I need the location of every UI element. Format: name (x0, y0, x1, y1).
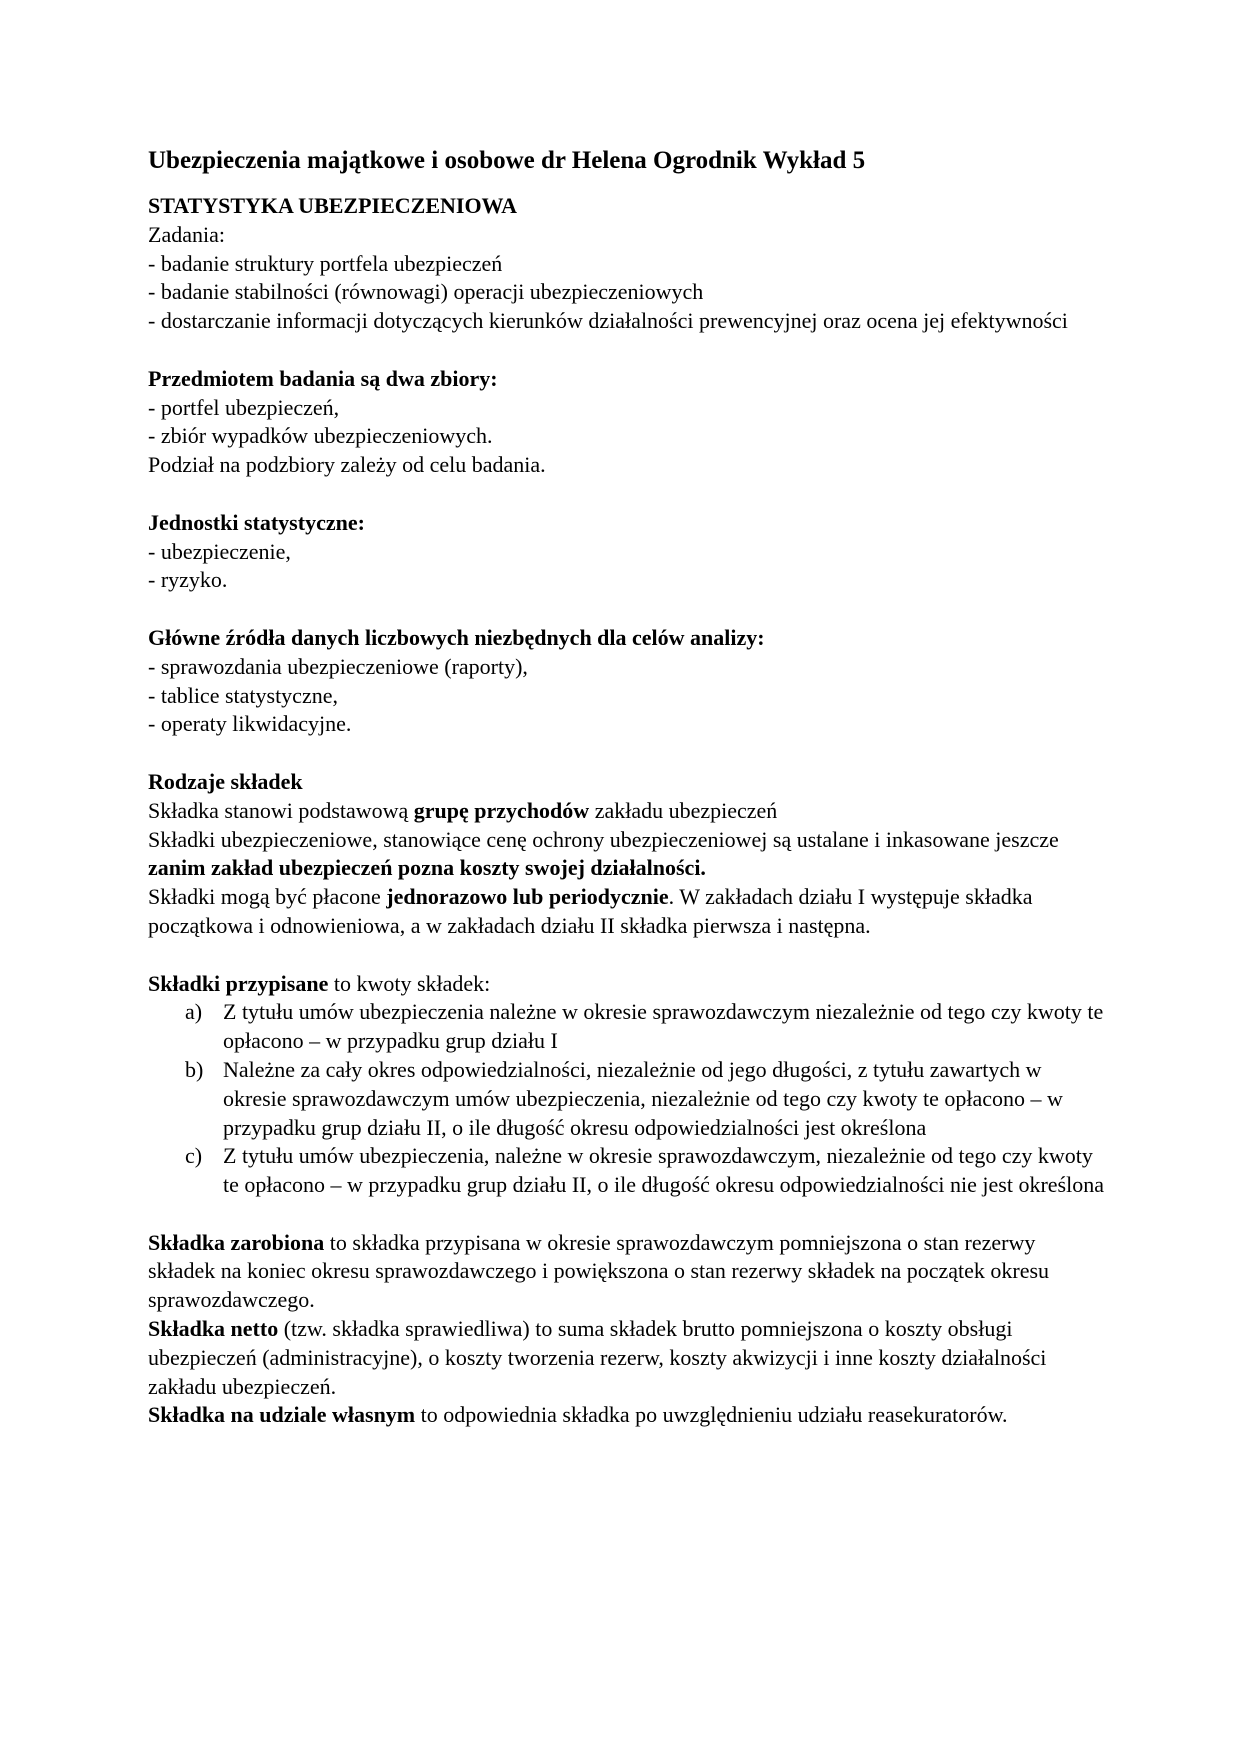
document-page (148, 146, 1108, 1430)
list-item (148, 1056, 1108, 1142)
section-heading: STATYSTYKA UBEZPIECZENIOWA (148, 193, 518, 218)
paragraph (148, 826, 1108, 884)
bold-text: Składka na udziale własnym (148, 1402, 416, 1428)
section-statistical-units (148, 509, 1108, 595)
text-run: Składki mogą być płacone (148, 884, 387, 910)
section-data-sources (148, 624, 1108, 739)
section-heading: Jednostki statystyczne: (148, 509, 365, 535)
section-heading: Rodzaje składek (148, 768, 303, 794)
list-item (148, 1142, 1108, 1200)
section-premium-types (148, 768, 1108, 941)
paragraph (148, 1315, 1108, 1401)
list-item (148, 998, 1108, 1056)
list-marker: a) (185, 999, 203, 1025)
list-item: - sprawozdania ubezpieczeniowe (raporty), (148, 653, 528, 679)
section-statistics (148, 192, 1108, 336)
text-run: zakładu ubezpieczeń (589, 797, 778, 823)
text-run: (tzw. składka sprawiedliwa) to suma składek brutto pomniejszona o koszty obsługi ubezpieczeń (administracyjne), o koszty tworzenia rezerw, koszty akwizycji i inne koszty działalności zakładu ubezpieczeń. (148, 1316, 1047, 1399)
text-run: to składka przypisana w okresie sprawozdawczym pomniejszona o stan rezerwy składek na koniec okresu sprawozdawczego i powiększona o stan rezerwy składek na początek okresu sprawozdawczego. (148, 1229, 1050, 1313)
bold-text: Składka netto (148, 1316, 279, 1342)
text-run: to odpowiednia składka po uwzględnieniu udziału reasekuratorów. (415, 1402, 1008, 1428)
list-item: - badanie stabilności (równowagi) operacji ubezpieczeniowych (148, 279, 704, 305)
list-item: - operaty likwidacyjne. (148, 711, 352, 737)
text-run: . W zakładach działu I występuje składka początkowa i odnowieniowa, a w zakładach działu II składka pierwsza i następna. (148, 884, 1033, 938)
list-item-text: Z tytułu umów ubezpieczenia, należne w okresie sprawozdawczym, niezależnie od tego czy kwoty te opłacono – w przypadku grup działu II, o ile długość okresu odpowiedzialności nie jest określona (223, 1143, 1104, 1198)
document-title: Ubezpieczenia majątkowe i osobowe dr Helena Ogrodnik Wykład 5 (148, 147, 866, 174)
text-run: Składka stanowi podstawową (148, 797, 414, 823)
list-marker: c) (185, 1143, 203, 1169)
lettered-list (148, 998, 1108, 1200)
list-item: - zbiór wypadków ubezpieczeniowych. (148, 423, 493, 449)
paragraph (148, 797, 1108, 826)
section-heading: Przedmiotem badania są dwa zbiory: (148, 365, 498, 391)
paragraph (148, 1401, 1108, 1430)
section-heading: Główne źródła danych liczbowych niezbędnych dla celów analizy: (148, 624, 765, 650)
list-item: - ryzyko. (148, 567, 228, 593)
list-item: - ubezpieczenie, (148, 538, 291, 564)
paragraph (148, 1229, 1108, 1315)
bold-text: Składka zarobiona (148, 1229, 325, 1255)
list-item: - badanie struktury portfela ubezpieczeń (148, 250, 503, 276)
list-item: - portfel ubezpieczeń, (148, 394, 340, 420)
bold-text: grupę przychodów (413, 797, 590, 823)
list-item-text: Należne za cały okres odpowiedzialności, niezależnie od jego długości, z tytułu zawartych w okresie sprawozdawczym umów ubezpieczenia, niezależnie od tego czy kwoty te opłacono – w przypadku grup działu II, o ile długość okresu odpowiedzialności jest określona (223, 1056, 1063, 1140)
paragraph (148, 883, 1108, 941)
paragraph (148, 970, 1108, 999)
subheading: Zadania: (148, 221, 225, 247)
section-written-premiums (148, 970, 1108, 1200)
bold-text: zanim zakład ubezpieczeń pozna koszty swojej działalności. (148, 855, 706, 881)
bold-text: Składki przypisane (148, 970, 329, 996)
text-run: to kwoty składek: (328, 970, 491, 996)
list-item: - tablice statystyczne, (148, 682, 338, 708)
list-marker: b) (185, 1056, 204, 1082)
paragraph: Podział na podzbiory zależy od celu badania. (148, 452, 546, 478)
section-research-subject (148, 365, 1108, 480)
section-premium-definitions (148, 1229, 1108, 1431)
list-item-text: Z tytułu umów ubezpieczenia należne w okresie sprawozdawczym niezależnie od tego czy kwoty te opłacono – w przypadku grup działu I (223, 999, 1104, 1054)
bold-text: jednorazowo lub periodycznie (386, 884, 669, 910)
list-item: - dostarczanie informacji dotyczących kierunków działalności prewencyjnej oraz ocena jej efektywności (148, 308, 1068, 334)
text-run: Składki ubezpieczeniowe, stanowiące cenę ochrony ubezpieczeniowej są ustalane i inkasowane jeszcze (148, 826, 1059, 852)
